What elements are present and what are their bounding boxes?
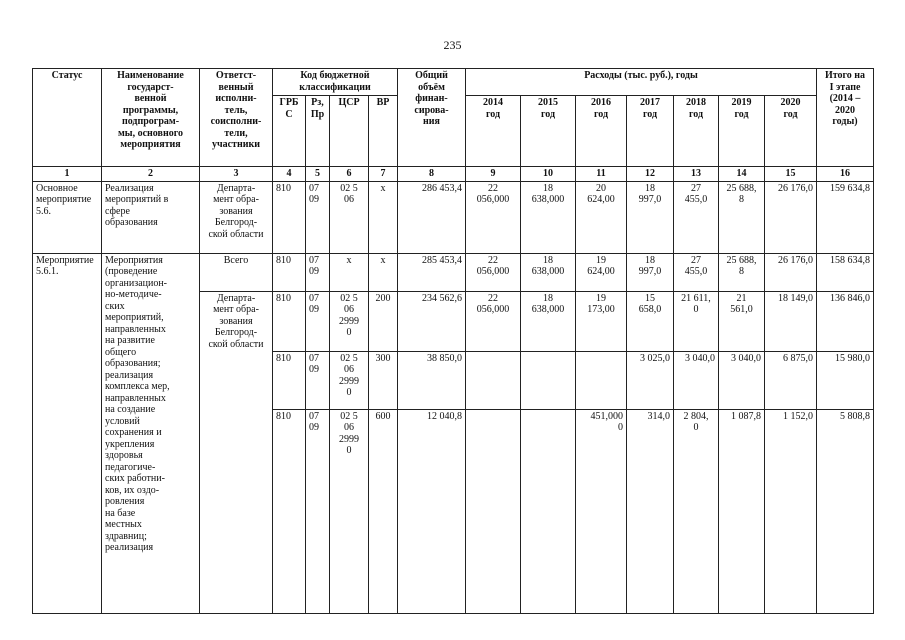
row-name: Реализация мероприятий в сфере образования	[102, 181, 200, 253]
column-number: 14	[719, 167, 765, 182]
cell-2019: 1 087,8	[719, 409, 765, 613]
cell-rz-pr: 07 09	[306, 409, 330, 613]
column-number: 16	[817, 167, 874, 182]
column-number: 1	[33, 167, 102, 182]
cell-stage-total: 5 808,8	[817, 409, 874, 613]
table-row-main-event	[33, 181, 874, 253]
cell-rz-pr: 07 09	[306, 351, 330, 409]
column-number: 3	[200, 167, 273, 182]
cell-2017: 15 658,0	[627, 291, 674, 351]
cell-vr: х	[369, 181, 398, 253]
column-number: 9	[466, 167, 521, 182]
page-number: 235	[443, 38, 462, 52]
cell-2019: 25 688, 8	[719, 253, 765, 291]
cell-2016: 451,000 0	[576, 409, 627, 613]
cell-stage-total: 158 634,8	[817, 253, 874, 291]
cell-vr: 300	[369, 351, 398, 409]
header-year-2015: 2015 год	[521, 96, 576, 167]
header-year-2019: 2019 год	[719, 96, 765, 167]
row-name: Мероприятия (проведение организацион- но-методиче- ских мероприятий, направленных на развитие общего образования; реализация комплекса мер, направленных на создание условий сохранения и укрепления здоровья педагогиче- ских работни- ков, их оздо- ровления на базе местных здравниц; реализация	[102, 253, 200, 613]
cell-2014: 22 056,000	[466, 181, 521, 253]
header-row	[33, 69, 874, 96]
header-csr: ЦСР	[330, 96, 369, 167]
cell-2014: 22 056,000	[466, 253, 521, 291]
cell-2020: 1 152,0	[765, 409, 817, 613]
cell-2020: 26 176,0	[765, 253, 817, 291]
cell-2015	[521, 351, 576, 409]
cell-2015: 18 638,000	[521, 291, 576, 351]
cell-2015	[521, 409, 576, 613]
row-executor: Департа- мент обра- зования Белгород- ской области	[200, 181, 273, 253]
cell-2020: 26 176,0	[765, 181, 817, 253]
header-program-name: Наименование государст- венной программы, подпрограм- мы, основного мероприятия	[102, 69, 200, 167]
cell-2018: 21 611, 0	[674, 291, 719, 351]
column-number: 6	[330, 167, 369, 182]
header-expenses: Расходы (тыс. руб.), годы	[466, 69, 817, 96]
cell-2017: 18 997,0	[627, 181, 674, 253]
cell-2014	[466, 351, 521, 409]
header-stage-total: Итого на I этапе (2014 – 2020 годы)	[817, 69, 874, 167]
header-grbs: ГРБ С	[273, 96, 306, 167]
column-number: 8	[398, 167, 466, 182]
cell-2017: 3 025,0	[627, 351, 674, 409]
cell-vr: 600	[369, 409, 398, 613]
cell-csr: 02 5 06 2999 0	[330, 351, 369, 409]
cell-2014	[466, 409, 521, 613]
cell-2019: 21 561,0	[719, 291, 765, 351]
header-total-financing: Общий объём финан- сирова- ния	[398, 69, 466, 167]
cell-csr: 02 5 06	[330, 181, 369, 253]
cell-rz-pr: 07 09	[306, 253, 330, 291]
cell-csr: х	[330, 253, 369, 291]
cell-grbs: 810	[273, 409, 306, 613]
cell-2016	[576, 351, 627, 409]
cell-total: 285 453,4	[398, 253, 466, 291]
header-year-2017: 2017 год	[627, 96, 674, 167]
cell-2018: 27 455,0	[674, 181, 719, 253]
cell-2015: 18 638,000	[521, 253, 576, 291]
column-number: 15	[765, 167, 817, 182]
cell-grbs: 810	[273, 291, 306, 351]
cell-2015: 18 638,000	[521, 181, 576, 253]
cell-2020: 18 149,0	[765, 291, 817, 351]
column-number: 12	[627, 167, 674, 182]
cell-2018: 3 040,0	[674, 351, 719, 409]
cell-vr: 200	[369, 291, 398, 351]
table-row	[33, 253, 874, 291]
column-number: 5	[306, 167, 330, 182]
cell-csr: 02 5 06 2999 0	[330, 291, 369, 351]
column-number: 7	[369, 167, 398, 182]
row-executor-total: Всего	[200, 253, 273, 291]
cell-stage-total: 15 980,0	[817, 351, 874, 409]
cell-2017: 18 997,0	[627, 253, 674, 291]
row-status: Мероприятие 5.6.1.	[33, 253, 102, 613]
row-executor-dept: Департа- мент обра- зования Белгород- ской области	[200, 291, 273, 613]
cell-2018: 2 804, 0	[674, 409, 719, 613]
cell-2018: 27 455,0	[674, 253, 719, 291]
cell-csr: 02 5 06 2999 0	[330, 409, 369, 613]
header-rz-pr: Рз, Пр	[306, 96, 330, 167]
cell-total: 286 453,4	[398, 181, 466, 253]
header-year-2018: 2018 год	[674, 96, 719, 167]
column-number: 10	[521, 167, 576, 182]
header-budget-code: Код бюджетной классификации	[273, 69, 398, 96]
cell-grbs: 810	[273, 351, 306, 409]
cell-rz-pr: 07 09	[306, 181, 330, 253]
cell-2019: 3 040,0	[719, 351, 765, 409]
column-number-row	[33, 167, 874, 182]
header-year-2014: 2014 год	[466, 96, 521, 167]
column-number: 2	[102, 167, 200, 182]
cell-total: 234 562,6	[398, 291, 466, 351]
column-number: 13	[674, 167, 719, 182]
cell-stage-total: 159 634,8	[817, 181, 874, 253]
cell-2016: 19 173,00	[576, 291, 627, 351]
cell-vr: х	[369, 253, 398, 291]
cell-grbs: 810	[273, 181, 306, 253]
cell-2016: 20 624,00	[576, 181, 627, 253]
header-executor: Ответст- венный исполни- тель, соисполни- тели, участники	[200, 69, 273, 167]
cell-total: 12 040,8	[398, 409, 466, 613]
header-status: Статус	[33, 69, 102, 167]
header-year-2020: 2020 год	[765, 96, 817, 167]
cell-2016: 19 624,00	[576, 253, 627, 291]
budget-table	[32, 68, 874, 614]
header-year-2016: 2016 год	[576, 96, 627, 167]
row-status: Основное мероприятие 5.6.	[33, 181, 102, 253]
header-vr: ВР	[369, 96, 398, 167]
cell-stage-total: 136 846,0	[817, 291, 874, 351]
cell-2014: 22 056,000	[466, 291, 521, 351]
column-number: 4	[273, 167, 306, 182]
cell-2020: 6 875,0	[765, 351, 817, 409]
cell-total: 38 850,0	[398, 351, 466, 409]
cell-grbs: 810	[273, 253, 306, 291]
cell-rz-pr: 07 09	[306, 291, 330, 351]
cell-2017: 314,0	[627, 409, 674, 613]
column-number: 11	[576, 167, 627, 182]
cell-2019: 25 688, 8	[719, 181, 765, 253]
